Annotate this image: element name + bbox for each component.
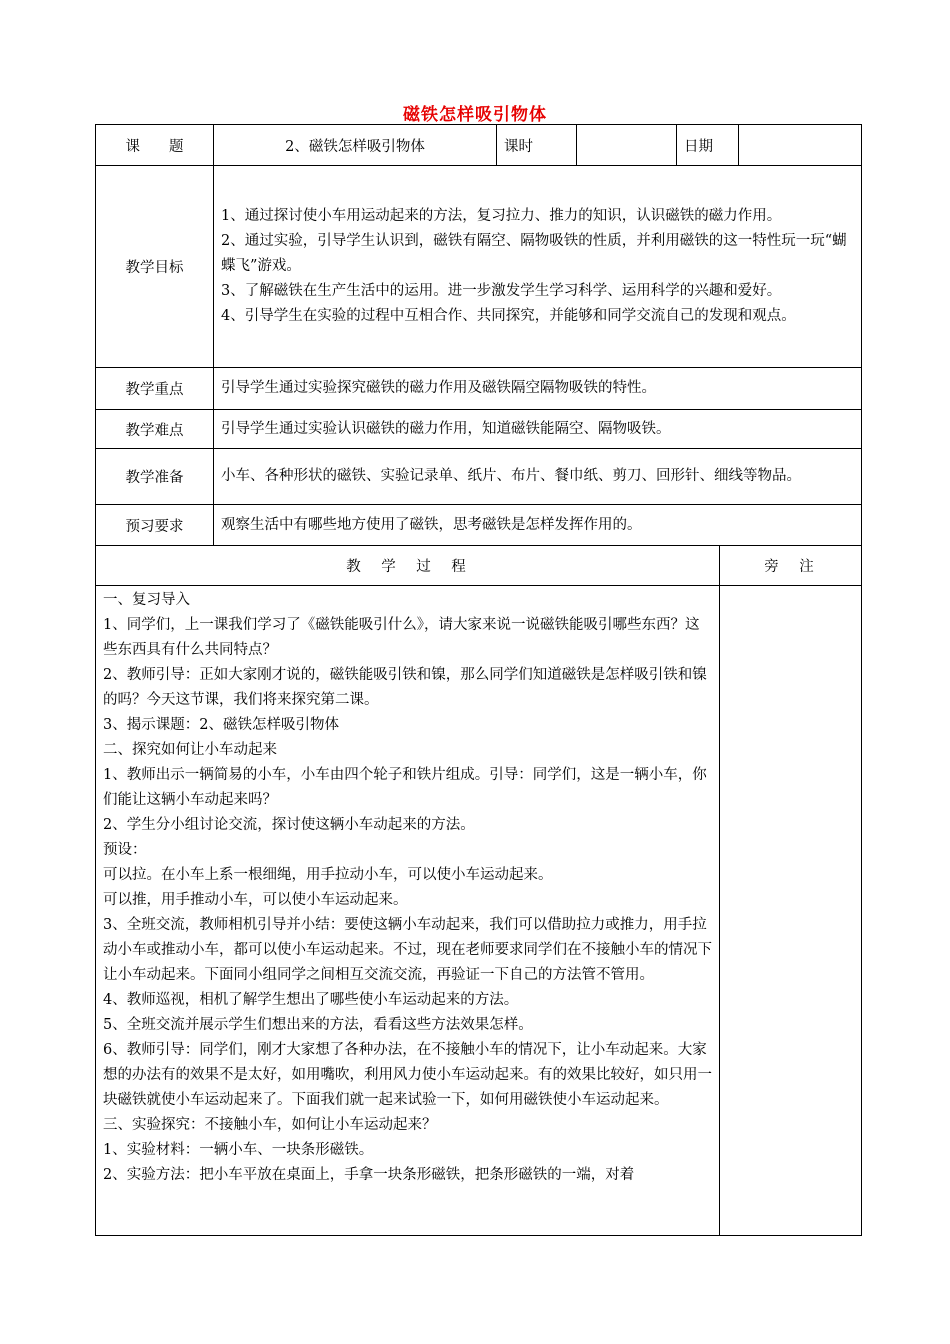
difficulty-text: 引导学生通过实验认识磁铁的磁力作用，知道磁铁能隔空、隔物吸铁。 (214, 410, 862, 449)
process-line: 5、全班交流并展示学生们想出来的方法，看看这些方法效果怎样。 (103, 1017, 533, 1033)
goals-label: 教学目标 (96, 166, 214, 368)
preparation-text: 小车、各种形状的磁铁、实验记录单、纸片、布片、餐巾纸、剪刀、回形针、细线等物品。 (214, 449, 862, 505)
topic-label: 课 题 (96, 125, 214, 166)
key-point-text: 引导学生通过实验探究磁铁的磁力作用及磁铁隔空隔物吸铁的特性。 (214, 368, 862, 410)
process-line: 可以推，用手推动小车，可以使小车运动起来。 (103, 892, 408, 908)
preparation-row (96, 449, 862, 505)
goals-row (96, 166, 862, 368)
process-line: 1、同学们，上一课我们学习了《磁铁能吸引什么》，请大家来说一说磁铁能吸引哪些东西？这些东西具有什么共同特点？ (103, 617, 700, 658)
difficulty-label: 教学难点 (96, 410, 214, 449)
preview-row (96, 505, 862, 546)
process-line: 2、教师引导：正如大家刚才说的，磁铁能吸引铁和镍，那么同学们知道磁铁是怎样吸引铁和镍的吗？今天这节课，我们将来探究第二课。 (103, 667, 707, 708)
process-line: 1、实验材料：一辆小车、一块条形磁铁。 (103, 1142, 374, 1158)
topic-value: 2、磁铁怎样吸引物体 (214, 125, 497, 166)
header-row (96, 125, 862, 166)
preview-label: 预习要求 (96, 505, 214, 546)
process-row (96, 586, 862, 1236)
process-header-row (96, 546, 862, 586)
key-point-row (96, 368, 862, 410)
notes-header: 旁 注 (720, 546, 862, 586)
process-content (96, 586, 720, 1236)
key-point-label: 教学重点 (96, 368, 214, 410)
period-label: 课时 (497, 125, 577, 166)
preparation-label: 教学准备 (96, 449, 214, 505)
lesson-plan-table (95, 124, 862, 1236)
process-line: 三、实验探究：不接触小车，如何让小车运动起来？ (103, 1117, 437, 1133)
date-label: 日期 (677, 125, 739, 166)
process-line: 2、实验方法：把小车平放在桌面上，手拿一块条形磁铁，把条形磁铁的一端，对着 (103, 1167, 635, 1183)
goals-content (214, 166, 862, 368)
difficulty-row (96, 410, 862, 449)
period-value (577, 125, 677, 166)
process-line: 3、全班交流，教师相机引导并小结：要使这辆小车动起来，我们可以借助拉力或推力，用手拉动小车或推动小车，都可以使小车运动起来。不过，现在老师要求同学们在不接触小车的情况下让小车动起来。下面同小组同学之间相互交流交流，再验证一下自己的方法管不管用。 (103, 917, 712, 983)
goal-item: 3、了解磁铁在生产生活中的运用。进一步激发学生学习科学、运用科学的兴趣和爱好。 (221, 283, 782, 299)
process-header: 教 学 过 程 (96, 546, 720, 586)
preview-text: 观察生活中有哪些地方使用了磁铁，思考磁铁是怎样发挥作用的。 (214, 505, 862, 546)
process-line: 3、揭示课题：2、磁铁怎样吸引物体 (103, 717, 339, 733)
notes-content (720, 586, 862, 1236)
goal-item: 1、通过探讨使小车用运动起来的方法，复习拉力、推力的知识，认识磁铁的磁力作用。 (221, 208, 782, 224)
process-line: 一、复习导入 (103, 592, 190, 608)
process-line: 2、学生分小组讨论交流，探讨使这辆小车动起来的方法。 (103, 817, 475, 833)
process-line: 预设： (103, 842, 147, 858)
process-line: 1、教师出示一辆简易的小车，小车由四个轮子和铁片组成。引导：同学们，这是一辆小车，你们能让这辆小车动起来吗？ (103, 767, 707, 808)
date-value (739, 125, 862, 166)
process-line: 可以拉。在小车上系一根细绳，用手拉动小车，可以使小车运动起来。 (103, 867, 553, 883)
process-line: 4、教师巡视，相机了解学生想出了哪些使小车运动起来的方法。 (103, 992, 519, 1008)
process-line: 6、教师引导：同学们，刚才大家想了各种办法，在不接触小车的情况下，让小车动起来。大家想的办法有的效果不是太好，如用嘴吹，利用风力使小车运动起来。有的效果比较好，如只用一块磁铁就使小车运动起来了。下面我们就一起来试验一下，如何用磁铁使小车运动起来。 (103, 1042, 712, 1108)
goal-item: 2、通过实验，引导学生认识到，磁铁有隔空、隔物吸铁的性质，并利用磁铁的这一特性玩一玩“蝴蝶飞”游戏。 (221, 233, 847, 274)
document-title: 磁铁怎样吸引物体 (403, 105, 547, 125)
process-line: 二、探究如何让小车动起来 (103, 742, 277, 758)
goal-item: 4、引导学生在实验的过程中互相合作、共同探究，并能够和同学交流自己的发现和观点。 (221, 308, 796, 324)
